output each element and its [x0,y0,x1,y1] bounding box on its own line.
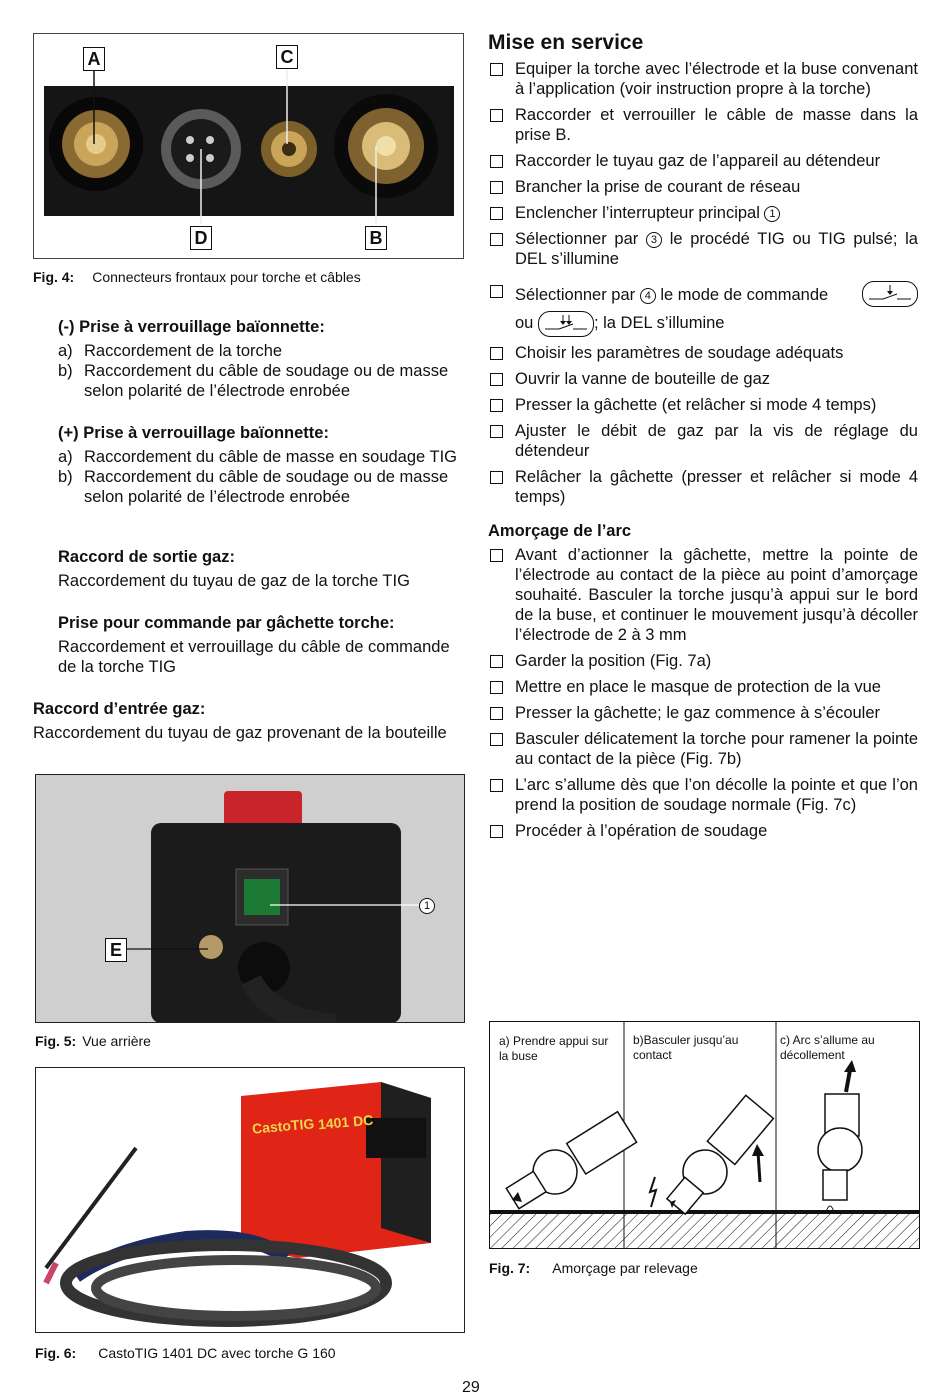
page-number: 29 [462,1379,480,1396]
section-title: (+) Prise à verrouillage baïonnette: [58,424,329,442]
section-title: Raccord d’entrée gaz: [33,700,206,718]
symbol-4-icon: 4 [640,288,656,304]
section-text: Raccordement du tuyau de gaz provenant de la bouteille [33,724,447,742]
fig6-caption-text: CastoTIG 1401 DC avec torche G 160 [98,1345,336,1361]
section-trigger-socket [58,613,463,677]
fig5-number: Fig. 5: [35,1033,77,1049]
checklist-item: Avant d’actionner la gâchette, mettre la pointe de l’électrode au contact de la pièce au point d’amorçage souhaité. Basculer la torche jusqu’à appui sur le bord de la buse, et continuer le mouvement jusqu’à décoller l’électrode de 2 à 3 mm [488,545,918,645]
section-heading-mise-en-service: Mise en service [488,31,644,54]
checklist-item: Presser la gâchette (et relâcher si mode 4 temps) [488,395,918,415]
label-e: E [105,938,127,962]
fig6-number: Fig. 6: [35,1345,77,1361]
label-d: D [190,226,212,250]
fig7c-label: c) Arc s’allume au décollement [780,1033,875,1062]
fig7-number: Fig. 7: [489,1260,531,1276]
section-plus-socket [58,423,463,507]
fig5-caption-text: Vue arrière [82,1033,151,1049]
checklist-item: Sélectionner par 3 le procédé TIG ou TIG pulsé; la DEL s’illumine [488,229,918,269]
symbol-3-icon: 3 [646,232,662,248]
fig7-caption [489,1260,698,1276]
list-item: a) Raccordement du câble de masse en soudage TIG [58,448,457,466]
fig5-photo [35,774,465,1023]
checklist-item: Relâcher la gâchette (presser et relâcher si mode 4 temps) [488,467,918,507]
fig5-caption [35,1033,151,1049]
section-gas-inlet [33,699,463,743]
list-item: b) Raccordement du câble de soudage ou de masse selon polarité de l’électrode enrobée [58,468,449,506]
rear-view-image [36,775,464,1022]
fig4-photo [33,33,464,259]
fig4-caption-text: Connecteurs frontaux pour torche et câbles [92,269,361,285]
checklist-item: Choisir les paramètres de soudage adéquats [488,343,918,363]
checklist-item: Ajuster le débit de gaz par la vis de réglage du détendeur [488,421,918,461]
section-gas-outlet [58,547,463,591]
section-text: Raccordement et verrouillage du câble de commande de la torche TIG [58,638,450,676]
right-column [488,33,918,847]
checklist-item: Presser la gâchette; le gaz commence à s’écouler [488,703,918,723]
fig7b-label: b)Basculer jusqu’au contact [633,1033,739,1062]
model-label: 1401 DC [317,1111,374,1133]
checklist-item: Procéder à l’opération de soudage [488,821,918,841]
welder-torch-image [36,1068,464,1332]
fig4-caption [33,269,361,285]
fig6-photo [35,1067,465,1333]
section-title: (-) Prise à verrouillage baïonnette: [58,318,325,336]
checklist-item: Equiper la torche avec l’électrode et la buse convenant à l’application (voir instruction propre à la torche) [488,59,918,99]
section-minus-socket [58,317,463,401]
checklist-item: Brancher la prise de courant de réseau [488,177,918,197]
four-stroke-mode-icon [538,311,594,337]
checklist-item: Ouvrir la vanne de bouteille de gaz [488,369,918,389]
brand-label: CastoTIG [251,1115,315,1137]
fig4-number: Fig. 4: [33,269,75,285]
list-item: a) Raccordement de la torche [58,342,283,360]
fig7a-label: a) Prendre appui sur la buse [499,1034,609,1063]
fig6-caption [35,1345,336,1361]
fig7-diagram [489,1021,920,1249]
checklist-item: Enclencher l’interrupteur principal 1 [488,203,918,223]
fig7-caption-text: Amorçage par relevage [552,1260,698,1276]
section-title: Raccord de sortie gaz: [58,548,235,566]
two-stroke-mode-icon [862,281,918,307]
checklist-item: L’arc s’allume dès que l’on décolle la pointe et que l’on prend la position de soudage normale (Fig. 7c) [488,775,918,815]
checklist-item: Garder la position (Fig. 7a) [488,651,918,671]
checklist-item: Raccorder et verrouiller le câble de masse dans la prise B. [488,105,918,145]
section-text: Raccordement du tuyau de gaz de la torche TIG [58,572,410,590]
label-c: C [276,45,298,69]
list-item: b) Raccordement du câble de soudage ou de masse selon polarité de l’électrode enrobée [58,362,449,400]
label-a: A [83,47,105,71]
section-title: Prise pour commande par gâchette torche: [58,614,395,632]
checklist-item: Mettre en place le masque de protection de la vue [488,677,918,697]
checklist-item: Basculer délicatement la torche pour ramener la pointe au contact de la pièce (Fig. 7b) [488,729,918,769]
checklist-item: Raccorder le tuyau gaz de l’appareil au détendeur [488,151,918,171]
symbol-1-icon: 1 [764,206,780,222]
checklist-item: Sélectionner par 4 le mode de commande ou ; la DEL s’illumine [488,281,918,337]
label-b: B [365,226,387,250]
callout-1: 1 [419,898,435,914]
section-heading-amorcage: Amorçage de l’arc [488,522,632,540]
